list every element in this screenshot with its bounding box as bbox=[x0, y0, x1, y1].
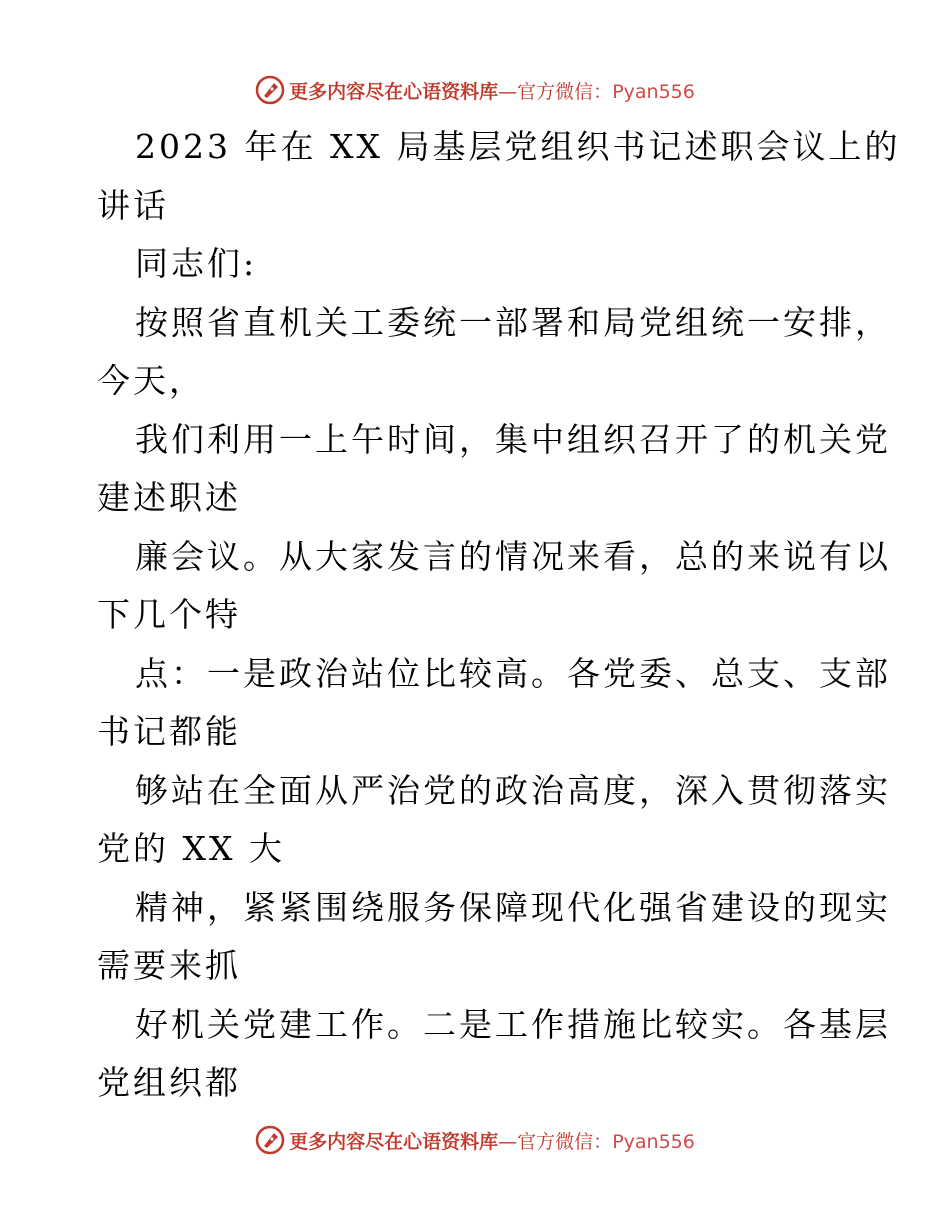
document-line: 按照省直机关工委统一部署和局党组统一安排， bbox=[135, 302, 891, 342]
document-line: 点：一是政治站位比较高。各党委、总支、支部 bbox=[135, 653, 891, 693]
banner-wechat-handle: Pyan556 bbox=[612, 1130, 695, 1153]
document-line: 好机关党建工作。二是工作措施比较实。各基层 bbox=[135, 1004, 891, 1044]
document-line: 书记都能 bbox=[97, 712, 241, 751]
document-line: 够站在全面从严治党的政治高度，深入贯彻落实 bbox=[135, 770, 891, 810]
document-line: 下几个特 bbox=[97, 595, 241, 634]
pen-nib-logo-icon bbox=[255, 75, 285, 105]
document-line: 廉会议。从大家发言的情况来看，总的来说有以 bbox=[135, 536, 891, 576]
document-body bbox=[97, 118, 901, 1113]
banner-promo-text: 更多内容尽在心语资料库 bbox=[289, 1130, 499, 1153]
document-line: 建述职述 bbox=[97, 478, 241, 517]
banner-dash: — bbox=[498, 1130, 518, 1153]
banner-text bbox=[289, 77, 695, 104]
document-line: 党组织都 bbox=[97, 1063, 241, 1102]
banner-wechat-handle: Pyan556 bbox=[612, 80, 695, 103]
banner-separator: ： bbox=[593, 80, 613, 103]
header-banner bbox=[0, 70, 950, 110]
document-line: 讲话 bbox=[97, 185, 169, 225]
document-line: 需要来抓 bbox=[97, 946, 241, 985]
document-line: 今天， bbox=[97, 361, 205, 400]
document-line: 同志们: bbox=[135, 244, 258, 283]
banner-dash: — bbox=[498, 80, 518, 103]
banner-promo-text: 更多内容尽在心语资料库 bbox=[289, 80, 499, 103]
banner-wechat-label: 官方微信 bbox=[517, 80, 594, 103]
banner-wechat-label: 官方微信 bbox=[517, 1130, 594, 1153]
document-line: 2023 年在 XX 局基层党组织书记述职会议上的 bbox=[135, 127, 901, 166]
banner-text bbox=[289, 1127, 695, 1154]
document-line: 党的 XX 大 bbox=[97, 829, 285, 868]
pen-nib-logo-icon bbox=[255, 1125, 285, 1155]
document-line: 我们利用一上午时间，集中组织召开了的机关党 bbox=[135, 419, 891, 459]
footer-banner bbox=[0, 1120, 950, 1160]
document-line: 精神，紧紧围绕服务保障现代化强省建设的现实 bbox=[135, 887, 891, 927]
banner-separator: ： bbox=[593, 1130, 613, 1153]
